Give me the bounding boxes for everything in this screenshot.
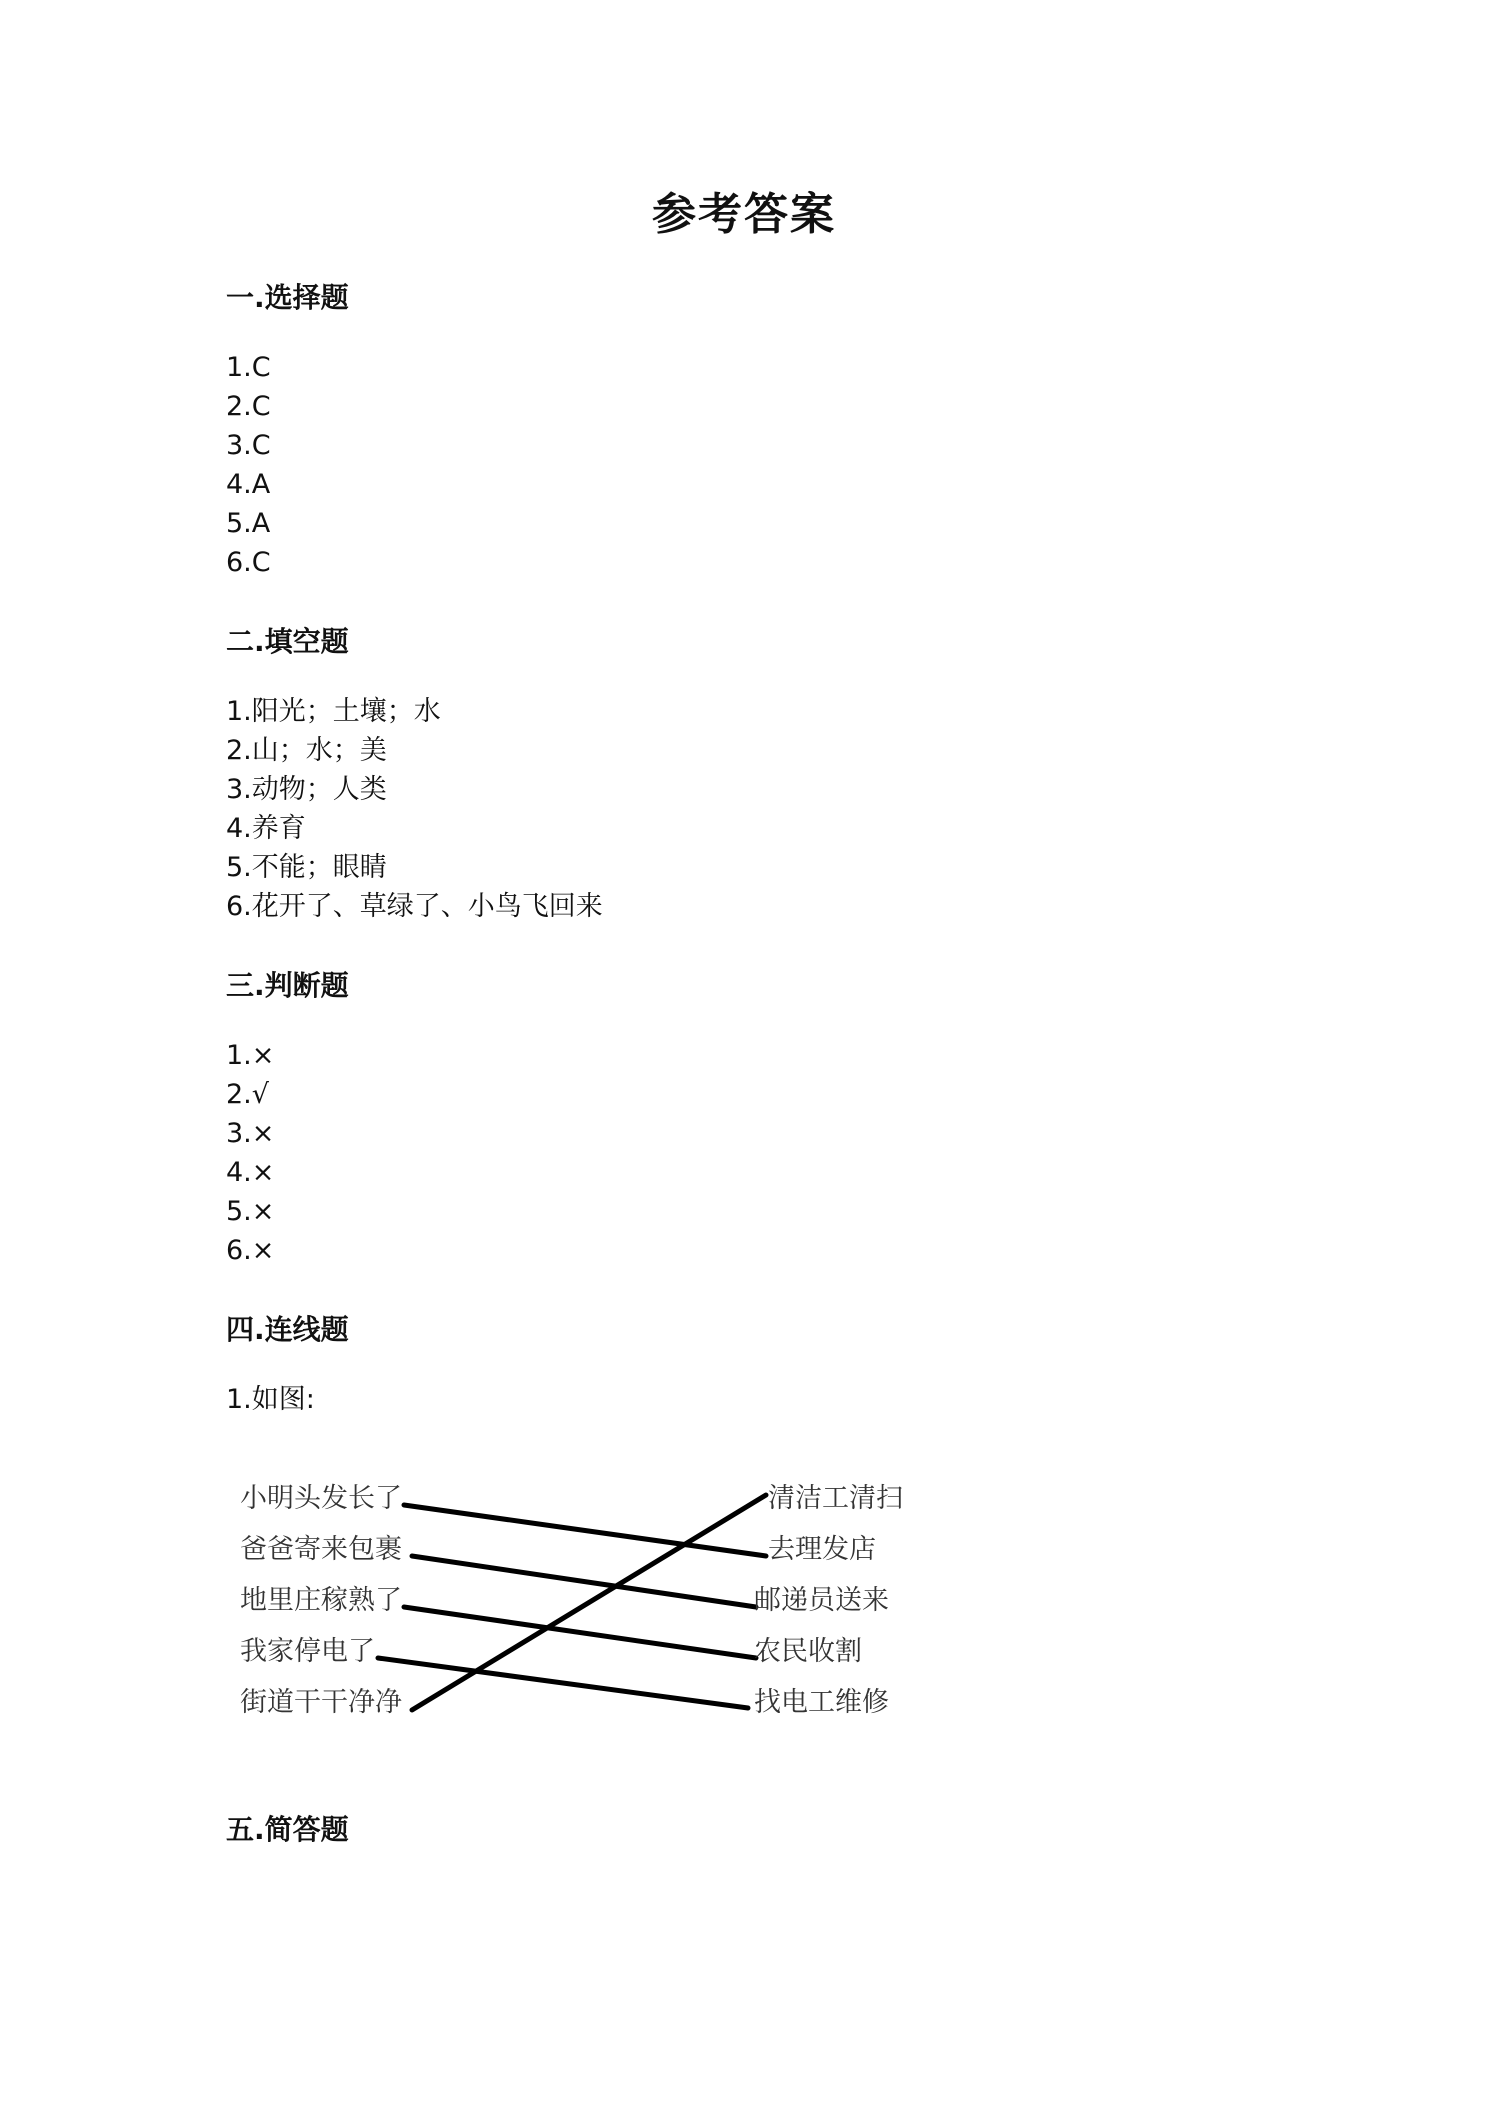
section-heading-fill: 二.填空题 [226, 625, 349, 658]
list-item: 1.阳光；土壤；水 [226, 696, 441, 727]
list-item: 4.A [226, 469, 271, 500]
match-line [404, 1607, 756, 1658]
list-item: 1.C [226, 352, 271, 383]
list-item: 3.动物；人类 [226, 774, 387, 805]
left-item: 我家停电了 [240, 1636, 375, 1667]
right-item: 清洁工清扫 [768, 1483, 903, 1514]
match-line [412, 1556, 756, 1607]
list-item: 4.× [226, 1157, 275, 1188]
list-item: 4.养育 [226, 813, 306, 844]
list-item: 6.花开了、草绿了、小鸟飞回来 [226, 891, 603, 922]
list-item: 3.C [226, 430, 271, 461]
left-item: 小明头发长了 [240, 1483, 402, 1514]
fill-answer-list [226, 692, 603, 926]
list-item: 2.√ [226, 1079, 269, 1110]
right-item: 找电工维修 [754, 1687, 889, 1718]
list-item: 5.A [226, 508, 271, 539]
list-item: 2.C [226, 391, 271, 422]
match-line [378, 1658, 748, 1708]
left-item: 街道干干净净 [240, 1687, 402, 1718]
matching-figure [226, 1460, 926, 1740]
left-item: 爸爸寄来包裹 [240, 1534, 402, 1565]
list-item: 1.如图: [226, 1384, 315, 1415]
list-item: 1.× [226, 1040, 275, 1071]
list-item: 2.山；水；美 [226, 735, 387, 766]
right-item: 去理发店 [768, 1534, 876, 1565]
list-item: 6.C [226, 547, 271, 578]
list-item: 5.不能；眼睛 [226, 852, 387, 883]
section-heading-matching: 四.连线题 [226, 1313, 349, 1346]
choice-answer-list [226, 348, 271, 582]
section-heading-choice: 一.选择题 [226, 281, 349, 314]
list-item: 5.× [226, 1196, 275, 1227]
list-item: 3.× [226, 1118, 275, 1149]
section-heading-judge: 三.判断题 [226, 969, 349, 1002]
right-item: 邮递员送来 [754, 1585, 889, 1616]
list-item: 6.× [226, 1235, 275, 1266]
page-title: 参考答案 [652, 189, 836, 240]
left-item: 地里庄稼熟了 [240, 1585, 402, 1616]
judge-answer-list [226, 1036, 274, 1270]
matching-answer-list [226, 1380, 315, 1419]
right-item: 农民收割 [754, 1636, 862, 1667]
section-heading-short-answer: 五.简答题 [226, 1813, 349, 1846]
